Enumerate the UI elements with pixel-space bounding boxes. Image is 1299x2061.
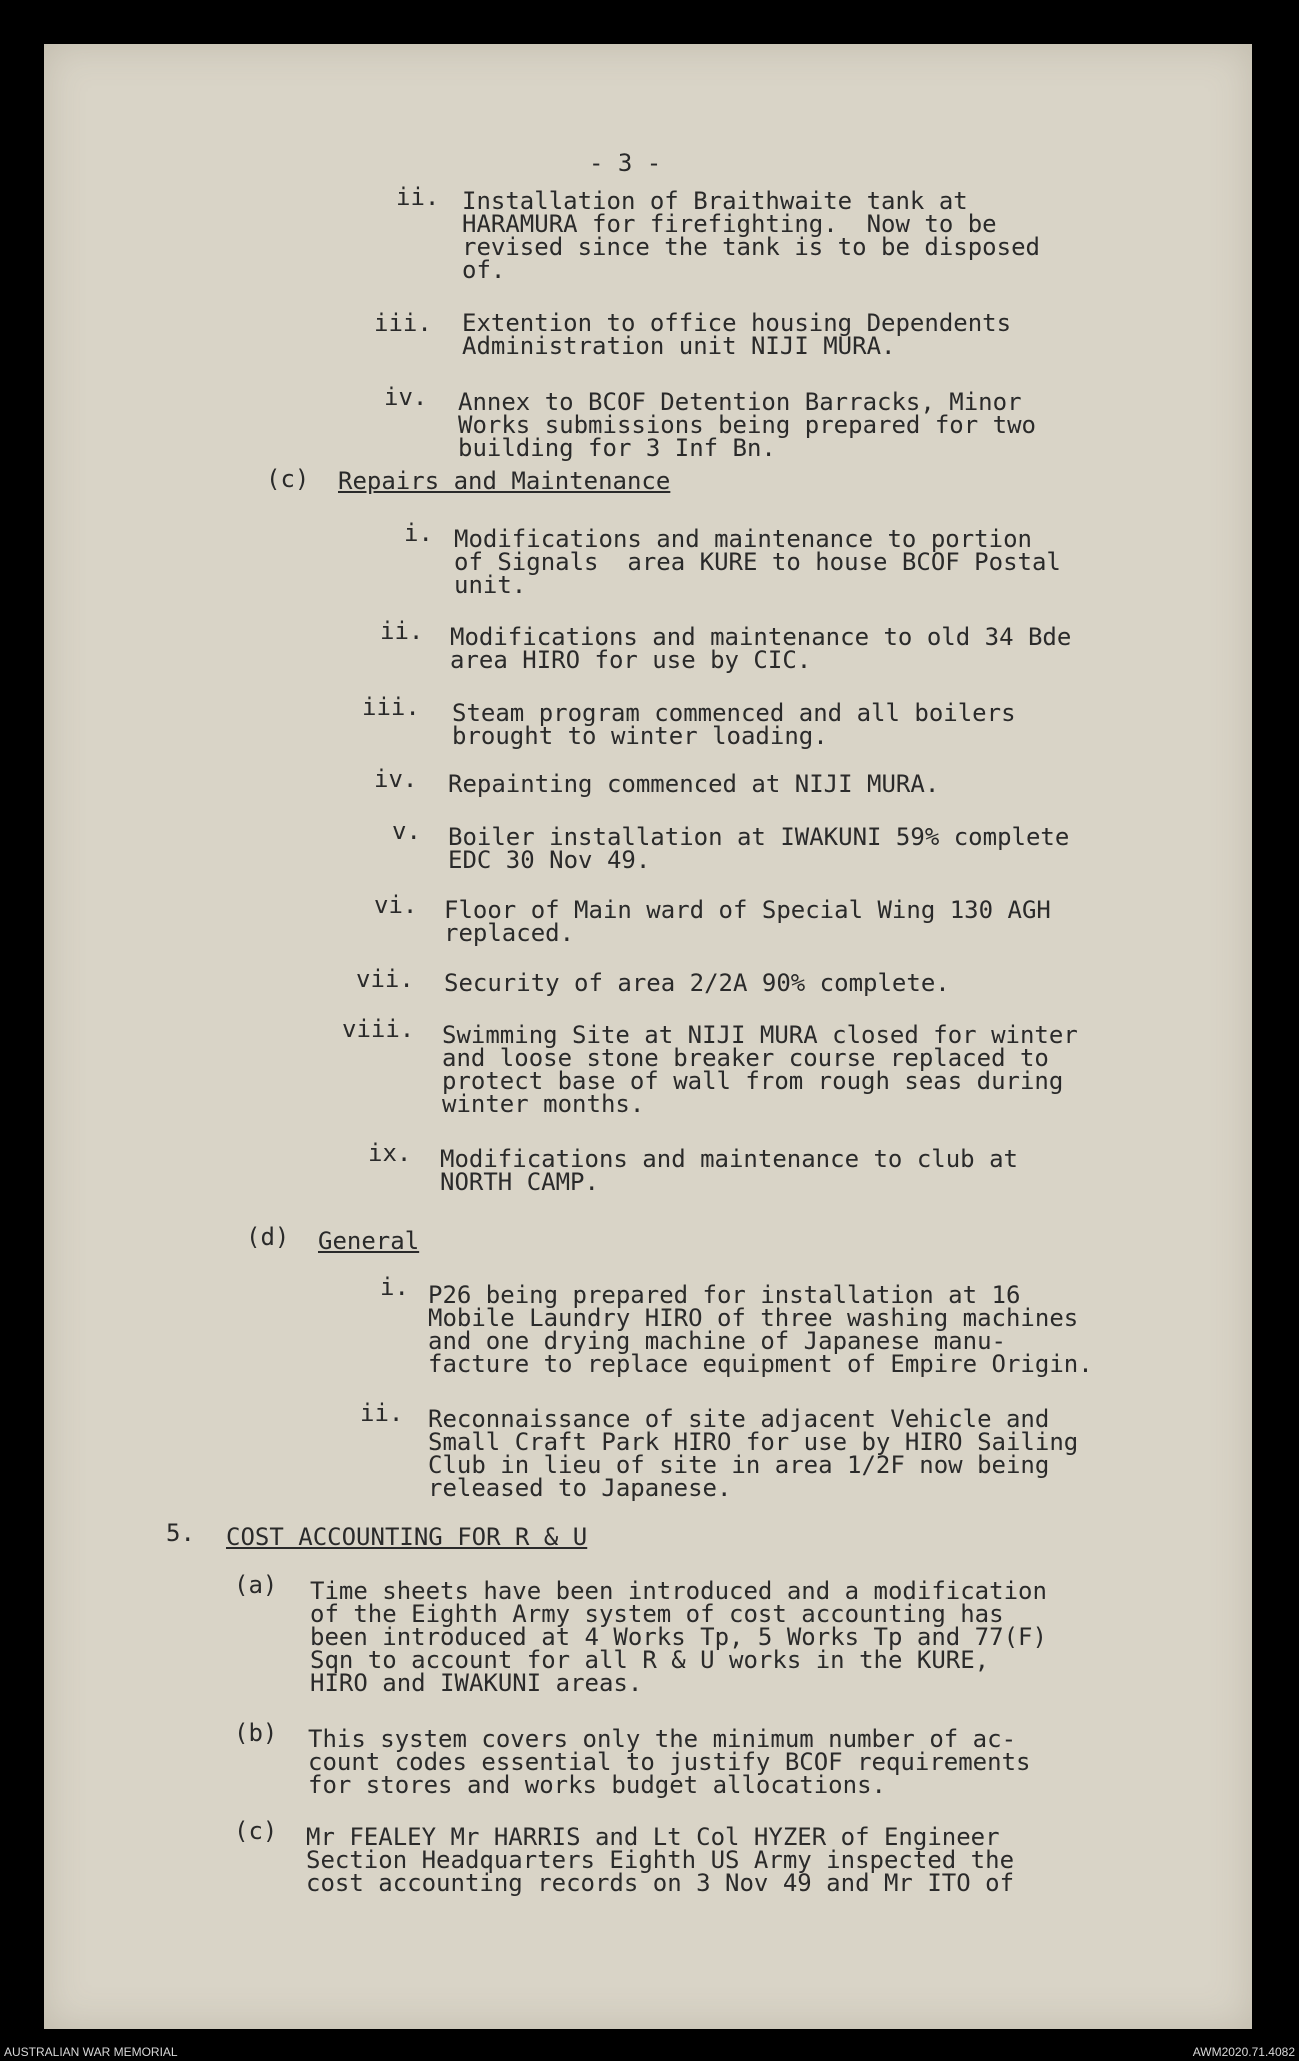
item-text-line: Modifications and maintenance to old 34 Bde (450, 623, 1072, 651)
item-number: vii. (356, 965, 414, 993)
item-text-line: and one drying machine of Japanese manu- (428, 1327, 1006, 1355)
item-number: ix. (368, 1139, 412, 1167)
item-text-line: Sqn to account for all R & U works in the KURE, (310, 1646, 990, 1674)
item-text-line: Small Craft Park HIRO for use by HIRO Sailing (428, 1428, 1079, 1456)
item-number: i. (404, 519, 433, 547)
item-number: iv. (384, 383, 428, 411)
item-text-line: Boiler installation at IWAKUNI 59% complete (448, 823, 1070, 851)
item-text-line: Time sheets have been introduced and a modification (310, 1577, 1047, 1605)
item-text-line: Swimming Site at NIJI MURA closed for winter (442, 1021, 1078, 1049)
item-text-line: This system covers only the minimum number of ac- (308, 1725, 1017, 1753)
item-text-line: area HIRO for use by CIC. (450, 646, 812, 674)
section-heading: General (318, 1227, 420, 1255)
item-text-line: of the Eighth Army system of cost accounting has (310, 1600, 1004, 1628)
page-number: - 3 - (589, 149, 662, 177)
item-text-line: Annex to BCOF Detention Barracks, Minor (458, 388, 1022, 416)
item-text-line: Repainting commenced at NIJI MURA. (448, 770, 940, 798)
item-text-line: of Signals area KURE to house BCOF Postal (454, 548, 1061, 576)
item-text-line: released to Japanese. (428, 1474, 732, 1502)
item-text-line: Mr FEALEY Mr HARRIS and Lt Col HYZER of Engineer (306, 1823, 1000, 1851)
item-text-line: Mobile Laundry HIRO of three washing machines (428, 1304, 1079, 1332)
item-text-line: revised since the tank is to be disposed (462, 233, 1040, 261)
item-text-line: Extention to office housing Dependents (462, 309, 1012, 337)
item-text-line: brought to winter loading. (452, 722, 828, 750)
item-text-line: Installation of Braithwaite tank at (462, 187, 968, 215)
item-text-line: Section Headquarters Eighth US Army inspected the (306, 1846, 1015, 1874)
item-text-line: HARAMURA for firefighting. Now to be (462, 210, 997, 238)
footer-accession-number: AWM2020.71.4082 (1192, 2045, 1295, 2059)
item-text-line: for stores and works budget allocations. (308, 1771, 886, 1799)
item-text-line: of. (462, 256, 506, 284)
section-number: 5. (166, 1519, 195, 1547)
item-text-line: and loose stone breaker course replaced to (442, 1044, 1049, 1072)
item-text-line: Works submissions being prepared for two (458, 411, 1036, 439)
item-text-line: Administration unit NIJI MURA. (462, 332, 896, 360)
item-number: vi. (374, 891, 418, 919)
section-heading: Repairs and Maintenance (338, 467, 671, 495)
item-text-line: facture to replace equipment of Empire Origin. (428, 1350, 1093, 1378)
item-text-line: Modifications and maintenance to club at (440, 1145, 1018, 1173)
item-number: ii. (380, 617, 424, 645)
item-text-line: Reconnaissance of site adjacent Vehicle and (428, 1405, 1050, 1433)
item-number: iv. (374, 765, 418, 793)
item-number: v. (392, 817, 421, 845)
item-text-line: been introduced at 4 Works Tp, 5 Works Tp and 77(F) (310, 1623, 1047, 1651)
item-number: ii. (360, 1399, 404, 1427)
item-text-line: count codes essential to justify BCOF requirements (308, 1748, 1031, 1776)
item-text-line: Security of area 2/2A 90% complete. (444, 969, 950, 997)
item-number: ii. (396, 183, 440, 211)
item-text-line: Club in lieu of site in area 1/2F now being (428, 1451, 1050, 1479)
section-heading: COST ACCOUNTING FOR R & U (226, 1523, 588, 1551)
item-text-line: Floor of Main ward of Special Wing 130 AGH (444, 896, 1051, 924)
item-text-line: unit. (454, 571, 527, 599)
item-text-line: protect base of wall from rough seas during (442, 1067, 1064, 1095)
footer-collection-label: AUSTRALIAN WAR MEMORIAL (4, 2045, 178, 2059)
section-number: (c) (266, 465, 310, 493)
item-text-line: Steam program commenced and all boilers (452, 699, 1016, 727)
item-number: iii. (362, 693, 420, 721)
item-text-line: building for 3 Inf Bn. (458, 434, 776, 462)
item-number: i. (380, 1273, 409, 1301)
item-text-line: EDC 30 Nov 49. (448, 846, 651, 874)
item-number: (b) (234, 1719, 278, 1747)
section-number: (d) (246, 1223, 290, 1251)
item-text-line: NORTH CAMP. (440, 1168, 599, 1196)
item-text-line: P26 being prepared for installation at 16 (428, 1281, 1021, 1309)
document-page (44, 44, 1252, 2029)
item-text-line: Modifications and maintenance to portion (454, 525, 1032, 553)
item-number: viii. (342, 1015, 415, 1043)
item-text-line: HIRO and IWAKUNI areas. (310, 1669, 643, 1697)
item-number: iii. (374, 309, 432, 337)
item-text-line: replaced. (444, 919, 575, 947)
item-text-line: winter months. (442, 1090, 645, 1118)
item-number: (c) (234, 1817, 278, 1845)
item-number: (a) (234, 1571, 278, 1599)
item-text-line: cost accounting records on 3 Nov 49 and Mr ITO of (306, 1869, 1015, 1897)
